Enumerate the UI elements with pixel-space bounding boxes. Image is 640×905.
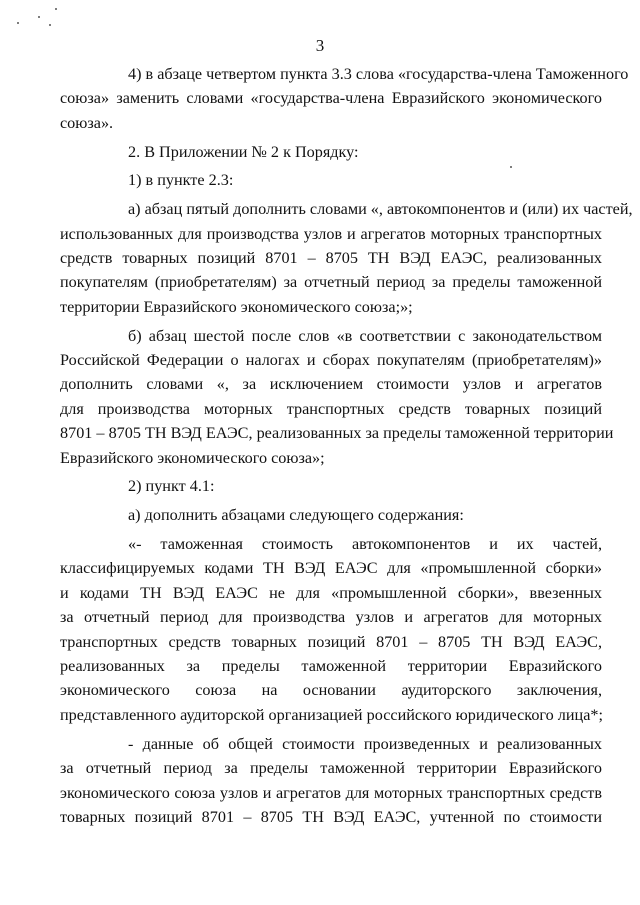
text-line: представленного аудиторской организацией российского юридического лица*; — [60, 705, 603, 724]
text-line: б) абзац шестой после слов «в соответствии с законодательством — [128, 326, 602, 345]
scan-speck-decoration — [49, 24, 51, 26]
text-line: союза» заменить словами «государства-члена Евразийского экономического — [60, 89, 602, 108]
paragraph-1 — [60, 62, 629, 135]
text-line: - данные об общей стоимости произведенных и реализованных — [128, 734, 602, 753]
text-line: транспортных средств товарных позиций 8701 – 8705 ТН ВЭД ЕАЭС, — [60, 632, 602, 651]
paragraph-8 — [60, 532, 603, 727]
text-line: «- таможенная стоимость автокомпонентов и их частей, — [128, 535, 602, 554]
text-line: для производства моторных транспортных средств товарных позиций — [60, 399, 602, 418]
text-line: реализованных за пределы таможенной территории Евразийского — [60, 657, 602, 676]
scan-speck-decoration — [38, 16, 40, 18]
scan-speck-decoration — [17, 22, 19, 24]
paragraph-5 — [60, 324, 614, 470]
paragraph-6 — [94, 474, 602, 498]
text-line: покупателям (приобретателям) за отчетный период за пределы таможенной — [60, 273, 602, 292]
document-body — [60, 62, 633, 834]
text-line: союза». — [60, 113, 114, 132]
paragraph-4 — [60, 197, 633, 319]
text-line: 4) в абзаце четвертом пункта 3.3 слова «государства-члена Таможенного — [128, 65, 629, 83]
text-line: а) абзац пятый дополнить словами «, автокомпонентов и (или) их частей, — [128, 200, 633, 219]
scan-speck-decoration — [55, 8, 57, 10]
text-line: Евразийского экономического союза»; — [60, 448, 325, 467]
paragraph-2 — [94, 140, 602, 164]
text-line: и кодами ТН ВЭД ЕАЭС не для «промышленной сборки», ввезенных — [60, 583, 602, 602]
text-line: за отчетный период для производства узлов и агрегатов для моторных — [60, 608, 602, 627]
text-line: товарных позиций 8701 – 8705 ТН ВЭД ЕАЭС, учтенной по стоимости — [60, 807, 602, 826]
text-line: экономического союза узлов и агрегатов для моторных транспортных средств — [60, 783, 602, 802]
text-line: 1) в пункте 2.3: — [128, 171, 234, 190]
text-line: дополнить словами «, за исключением стоимости узлов и агрегатов — [60, 375, 602, 394]
paragraph-3 — [94, 168, 602, 192]
text-line: территории Евразийского экономического союза;»; — [60, 297, 413, 316]
text-line: Российской Федерации о налогах и сборах покупателям (приобретателям)» — [60, 351, 602, 370]
page-number: 3 — [315, 36, 325, 55]
paragraph-9 — [60, 732, 602, 830]
paragraph-7 — [94, 503, 602, 527]
text-line: 2. В Приложении № 2 к Порядку: — [128, 142, 359, 161]
text-line: а) дополнить абзацами следующего содержания: — [128, 506, 464, 525]
text-line: 8701 – 8705 ТН ВЭД ЕАЭС, реализованных за пределы таможенной территории — [60, 424, 614, 443]
text-line: за отчетный период за пределы таможенной территории Евразийского — [60, 759, 602, 778]
text-line: 2) пункт 4.1: — [128, 477, 215, 496]
text-line: классифицируемых кодами ТН ВЭД ЕАЭС для «промышленной сборки» — [60, 559, 602, 578]
text-line: средств товарных позиций 8701 – 8705 ТН ВЭД ЕАЭС, реализованных — [60, 249, 602, 268]
text-line: экономического союза на основании аудиторского заключения, — [60, 681, 602, 700]
text-line: использованных для производства узлов и агрегатов моторных транспортных — [60, 224, 602, 243]
